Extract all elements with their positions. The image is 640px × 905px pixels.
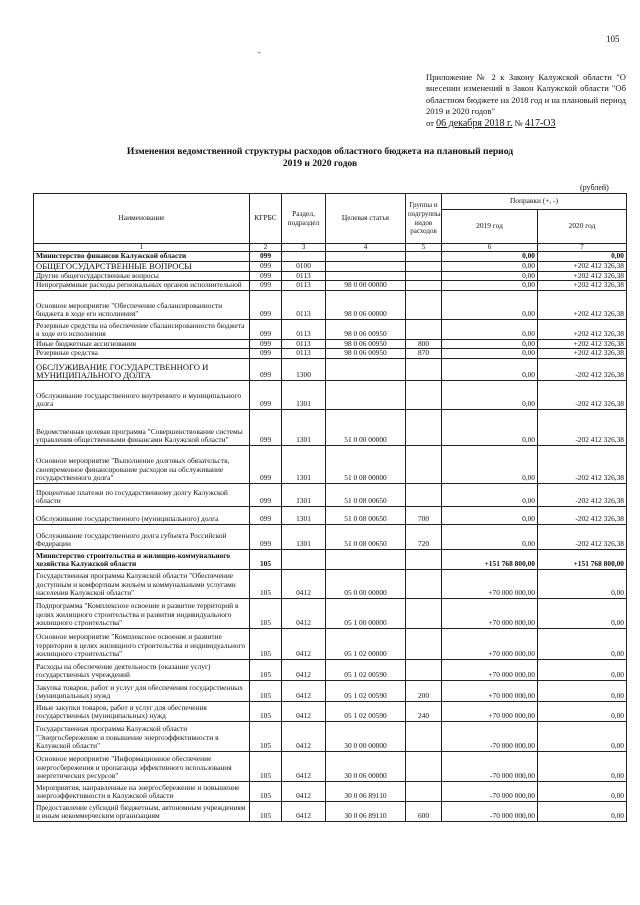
- row-value-2019: +70 000 000,00: [442, 628, 538, 659]
- row-value-2020: +202 412 326,38: [538, 319, 627, 339]
- row-name: Основное мероприятие "Обеспечение сбалансированности бюджета в ходе его исполнения": [34, 290, 250, 319]
- table-row: [34, 628, 627, 659]
- col-index: 1: [34, 244, 250, 252]
- row-target: 98 0 06 00000: [326, 290, 406, 319]
- header-kgrbs: КГРБС: [250, 194, 282, 244]
- row-name: ОБСЛУЖИВАНИЕ ГОСУДАРСТВЕННОГО И МУНИЦИПАЛЬНОГО ДОЛГА: [34, 358, 250, 380]
- row-section: 0412: [282, 598, 326, 628]
- row-kgrbs: 099: [250, 349, 282, 359]
- row-value-2020: -202 412 326,38: [538, 524, 627, 549]
- row-value-2020: +202 412 326,38: [538, 281, 627, 291]
- row-group: [406, 319, 442, 339]
- row-group: [406, 380, 442, 409]
- row-name: Министерство финансов Калужской области: [34, 252, 250, 262]
- row-value-2020: +202 412 326,38: [538, 290, 627, 319]
- row-value-2019: -70 000 000,00: [442, 781, 538, 801]
- row-group: 720: [406, 524, 442, 549]
- unit-label: (рублей): [580, 183, 609, 192]
- row-value-2019: 0,00: [442, 271, 538, 281]
- row-group: 870: [406, 349, 442, 359]
- row-name: Предоставление субсидий бюджетным, автономным учреждениям и иным некоммерческим организациям: [34, 801, 250, 821]
- row-value-2019: +70 000 000,00: [442, 569, 538, 598]
- row-group: 200: [406, 680, 442, 701]
- header-2020: 2020 год: [538, 210, 627, 244]
- row-group: [406, 549, 442, 569]
- row-kgrbs: 105: [250, 569, 282, 598]
- row-value-2020: 0,00: [538, 252, 627, 262]
- table-row: [34, 680, 627, 701]
- row-value-2019: 0,00: [442, 319, 538, 339]
- row-kgrbs: 105: [250, 781, 282, 801]
- row-value-2019: 0,00: [442, 506, 538, 524]
- table-row: [34, 506, 627, 524]
- row-kgrbs: 099: [250, 445, 282, 483]
- table-row: [34, 349, 627, 359]
- row-name: Резервные средства на обеспечение сбалансированности бюджета в ходе его исполнения: [34, 319, 250, 339]
- row-target: 05 1 00 00000: [326, 598, 406, 628]
- row-value-2020: -202 412 326,38: [538, 506, 627, 524]
- row-section: 0412: [282, 659, 326, 680]
- table-row: [34, 358, 627, 380]
- row-name: Государственная программа Калужской области "Энергосбережение и повышение энергоэффективности в Калужской области": [34, 721, 250, 751]
- table-row: [34, 271, 627, 281]
- row-name: Закупка товаров, работ и услуг для обеспечения государственных (муниципальных) нужд: [34, 680, 250, 701]
- table-row: [34, 290, 627, 319]
- row-target: 98 0 06 00950: [326, 339, 406, 349]
- row-kgrbs: 099: [250, 524, 282, 549]
- row-kgrbs: 105: [250, 701, 282, 721]
- row-group: [406, 252, 442, 262]
- row-value-2019: 0,00: [442, 349, 538, 359]
- row-value-2020: 0,00: [538, 659, 627, 680]
- row-name: Другие общегосударственные вопросы: [34, 271, 250, 281]
- table-row: [34, 339, 627, 349]
- table-row: [34, 659, 627, 680]
- row-name: Иные закупки товаров, работ и услуг для обеспечения государственных (муниципальных) нужд: [34, 701, 250, 721]
- row-name: Основное мероприятие "Выполнение долговых обязательств, своевременное финансирование расходов на обслуживание государственного долга": [34, 445, 250, 483]
- row-target: 05 1 02 00590: [326, 680, 406, 701]
- row-target: [326, 261, 406, 271]
- row-group: 700: [406, 506, 442, 524]
- header-section: Раздел, подраздел: [282, 194, 326, 244]
- row-section: 1301: [282, 483, 326, 506]
- row-section: 1301: [282, 380, 326, 409]
- row-section: 0113: [282, 271, 326, 281]
- row-name: Резервные средства: [34, 349, 250, 359]
- row-kgrbs: 099: [250, 252, 282, 262]
- document-title: [60, 146, 580, 170]
- header-group: Группы и подгруппы видов расходов: [406, 194, 442, 244]
- row-name: ОБЩЕГОСУДАРСТВЕННЫЕ ВОПРОСЫ: [34, 261, 250, 271]
- row-value-2019: +70 000 000,00: [442, 659, 538, 680]
- appendix-number: 417-ОЗ: [524, 117, 556, 129]
- row-target: [326, 252, 406, 262]
- row-kgrbs: 099: [250, 261, 282, 271]
- appendix-date: 06 декабря 2018 г.: [436, 117, 513, 129]
- row-group: [406, 721, 442, 751]
- header-target: Целевая статья: [326, 194, 406, 244]
- row-value-2019: 0,00: [442, 409, 538, 445]
- row-section: 0412: [282, 701, 326, 721]
- table-row: [34, 281, 627, 291]
- row-kgrbs: 099: [250, 409, 282, 445]
- row-target: 05 1 02 00590: [326, 701, 406, 721]
- header-amendments: Поправки (+, -): [442, 194, 627, 210]
- row-kgrbs: 099: [250, 290, 282, 319]
- row-section: 1301: [282, 506, 326, 524]
- row-group: [406, 271, 442, 281]
- table-row: [34, 483, 627, 506]
- table-row: [34, 445, 627, 483]
- row-name: Обслуживание государственного (муниципального) долга: [34, 506, 250, 524]
- row-name: Министерство строительства и жилищно-коммунального хозяйства Калужской области: [34, 549, 250, 569]
- row-section: 0113: [282, 349, 326, 359]
- row-target: 30 0 00 00000: [326, 721, 406, 751]
- col-index: 4: [326, 244, 406, 252]
- row-section: 0412: [282, 781, 326, 801]
- column-index-row: [34, 244, 627, 252]
- row-value-2020: -202 412 326,38: [538, 409, 627, 445]
- row-value-2020: 0,00: [538, 569, 627, 598]
- row-section: 0412: [282, 680, 326, 701]
- row-value-2019: 0,00: [442, 483, 538, 506]
- row-value-2020: -202 412 326,38: [538, 483, 627, 506]
- row-value-2020: 0,00: [538, 628, 627, 659]
- row-kgrbs: 099: [250, 506, 282, 524]
- row-value-2019: +70 000 000,00: [442, 598, 538, 628]
- row-target: 51 0 00 00000: [326, 409, 406, 445]
- row-name: Иные бюджетные ассигнования: [34, 339, 250, 349]
- row-section: 0412: [282, 801, 326, 821]
- row-value-2020: 0,00: [538, 598, 627, 628]
- header-2019: 2019 год: [442, 210, 538, 244]
- appendix-num-prefix: №: [514, 117, 523, 128]
- row-section: [282, 549, 326, 569]
- table-row: [34, 569, 627, 598]
- row-name: Обслуживание государственного внутреннего и муниципального долга: [34, 380, 250, 409]
- row-section: 0412: [282, 721, 326, 751]
- row-kgrbs: 105: [250, 549, 282, 569]
- row-target: [326, 549, 406, 569]
- title-line-1: Изменения ведомственной структуры расходов областного бюджета на плановый период: [126, 146, 514, 157]
- row-value-2019: 0,00: [442, 252, 538, 262]
- row-section: 0113: [282, 339, 326, 349]
- row-value-2019: -70 000 000,00: [442, 801, 538, 821]
- table-row: [34, 751, 627, 781]
- table-row: [34, 801, 627, 821]
- row-section: 1301: [282, 445, 326, 483]
- row-value-2019: +151 768 800,00: [442, 549, 538, 569]
- row-target: 05 0 00 00000: [326, 569, 406, 598]
- row-name: Непрограммные расходы региональных органов исполнительной: [34, 281, 250, 291]
- row-target: 51 0 08 00650: [326, 506, 406, 524]
- row-kgrbs: 099: [250, 271, 282, 281]
- row-value-2020: +202 412 326,38: [538, 339, 627, 349]
- row-kgrbs: 099: [250, 339, 282, 349]
- row-kgrbs: 105: [250, 659, 282, 680]
- row-name: Государственная программа Калужской области "Обеспечение доступным и комфортным жильем и коммунальными услугами населения Калужской области": [34, 569, 250, 598]
- col-index: 6: [442, 244, 538, 252]
- row-target: 30 0 06 89110: [326, 781, 406, 801]
- row-value-2019: 0,00: [442, 261, 538, 271]
- row-name: Процентные платежи по государственному долгу Калужской области: [34, 483, 250, 506]
- appendix-date-prefix: от: [426, 117, 434, 128]
- row-value-2019: 0,00: [442, 524, 538, 549]
- row-value-2020: 0,00: [538, 801, 627, 821]
- row-value-2020: -202 412 326,38: [538, 358, 627, 380]
- row-name: Ведомственная целевая программа "Совершенствование системы управления общественными финансами Калужской области": [34, 409, 250, 445]
- row-section: 0412: [282, 751, 326, 781]
- row-target: 51 0 08 00650: [326, 524, 406, 549]
- row-kgrbs: 105: [250, 680, 282, 701]
- row-kgrbs: 105: [250, 598, 282, 628]
- row-target: [326, 380, 406, 409]
- table-row: [34, 781, 627, 801]
- row-name: Расходы на обеспечение деятельности (оказание услуг) государственных учреждений: [34, 659, 250, 680]
- table-row: [34, 261, 627, 271]
- row-value-2020: +151 768 800,00: [538, 549, 627, 569]
- row-section: 1300: [282, 358, 326, 380]
- page-mark: -: [258, 48, 261, 57]
- row-value-2020: +202 412 326,38: [538, 271, 627, 281]
- col-index: 3: [282, 244, 326, 252]
- row-target: 30 0 06 89110: [326, 801, 406, 821]
- row-kgrbs: 099: [250, 380, 282, 409]
- row-section: 1301: [282, 409, 326, 445]
- appendix-block: [426, 72, 626, 129]
- row-name: Подпрограмма "Комплексное освоение и развитие территорий в целях жилищного строительства и развития индивидуального жилищного строительства": [34, 598, 250, 628]
- row-value-2020: +202 412 326,38: [538, 349, 627, 359]
- row-target: 05 1 02 00590: [326, 659, 406, 680]
- row-group: [406, 781, 442, 801]
- page-number: 105: [606, 34, 620, 44]
- row-group: [406, 751, 442, 781]
- table-row: [34, 319, 627, 339]
- row-section: 0113: [282, 319, 326, 339]
- col-index: 5: [406, 244, 442, 252]
- row-value-2020: 0,00: [538, 751, 627, 781]
- row-target: [326, 271, 406, 281]
- row-value-2019: +70 000 000,00: [442, 680, 538, 701]
- row-group: [406, 628, 442, 659]
- row-value-2019: 0,00: [442, 281, 538, 291]
- title-line-2: 2019 и 2020 годов: [282, 158, 358, 169]
- table-row: [34, 721, 627, 751]
- row-group: [406, 569, 442, 598]
- row-target: 30 0 06 00000: [326, 751, 406, 781]
- row-value-2020: +202 412 326,38: [538, 261, 627, 271]
- row-value-2019: 0,00: [442, 445, 538, 483]
- table-row: [34, 701, 627, 721]
- row-kgrbs: 099: [250, 319, 282, 339]
- row-section: 1301: [282, 524, 326, 549]
- row-group: [406, 261, 442, 271]
- row-target: [326, 358, 406, 380]
- row-value-2020: -202 412 326,38: [538, 445, 627, 483]
- row-target: 98 0 00 00000: [326, 281, 406, 291]
- row-section: 0100: [282, 261, 326, 271]
- row-name: Основное мероприятие "Комплексное освоение и развитие территории в целях жилищного строительства и индивидуального жилищного строительства": [34, 628, 250, 659]
- row-value-2019: 0,00: [442, 339, 538, 349]
- row-section: 0113: [282, 281, 326, 291]
- row-section: 0412: [282, 569, 326, 598]
- row-name: Основное мероприятие "Информационное обеспечение энергосбережения и пропаганда эффективного использования энергетических ресурсов": [34, 751, 250, 781]
- table-row: [34, 524, 627, 549]
- table-row: [34, 598, 627, 628]
- row-group: [406, 409, 442, 445]
- row-kgrbs: 105: [250, 721, 282, 751]
- row-target: 51 0 08 00650: [326, 483, 406, 506]
- col-index: 7: [538, 244, 627, 252]
- table-row: [34, 380, 627, 409]
- row-group: [406, 598, 442, 628]
- row-group: 600: [406, 801, 442, 821]
- row-group: [406, 445, 442, 483]
- row-value-2019: -70 000 000,00: [442, 751, 538, 781]
- row-group: [406, 659, 442, 680]
- row-kgrbs: 099: [250, 358, 282, 380]
- row-target: 51 0 08 00000: [326, 445, 406, 483]
- row-section: 0412: [282, 628, 326, 659]
- row-value-2020: 0,00: [538, 701, 627, 721]
- col-index: 2: [250, 244, 282, 252]
- row-group: [406, 290, 442, 319]
- row-kgrbs: 105: [250, 751, 282, 781]
- row-value-2019: 0,00: [442, 358, 538, 380]
- row-value-2019: +70 000 000,00: [442, 701, 538, 721]
- row-name: Мероприятия, направленные на энергосбережение и повышение энергоэффективности в Калужской области: [34, 781, 250, 801]
- row-value-2020: 0,00: [538, 721, 627, 751]
- row-value-2019: 0,00: [442, 290, 538, 319]
- row-section: [282, 252, 326, 262]
- row-target: 98 0 06 00950: [326, 319, 406, 339]
- table-row: [34, 549, 627, 569]
- row-name: Обслуживание государственного долга субъекта Российской Федерации: [34, 524, 250, 549]
- appendix-text: Приложение № 2 к Закону Калужской области "О внесении изменений в Закон Калужской области "Об областном бюджете на 2018 год и на плановый период 2019 и 2020 годов": [426, 72, 626, 117]
- row-value-2019: 0,00: [442, 380, 538, 409]
- row-target: 98 0 06 00950: [326, 349, 406, 359]
- row-group: [406, 281, 442, 291]
- row-kgrbs: 099: [250, 281, 282, 291]
- row-kgrbs: 099: [250, 483, 282, 506]
- row-kgrbs: 105: [250, 801, 282, 821]
- row-value-2020: 0,00: [538, 680, 627, 701]
- row-section: 0113: [282, 290, 326, 319]
- row-group: [406, 483, 442, 506]
- row-kgrbs: 105: [250, 628, 282, 659]
- table-row: [34, 252, 627, 262]
- row-group: 800: [406, 339, 442, 349]
- row-group: [406, 358, 442, 380]
- expenditure-table: [33, 193, 627, 822]
- row-value-2020: 0,00: [538, 781, 627, 801]
- row-target: 05 1 02 00000: [326, 628, 406, 659]
- row-value-2020: -202 412 326,38: [538, 380, 627, 409]
- row-group: 240: [406, 701, 442, 721]
- header-name: Наименование: [34, 194, 250, 244]
- table-row: [34, 409, 627, 445]
- row-value-2019: -70 000 000,00: [442, 721, 538, 751]
